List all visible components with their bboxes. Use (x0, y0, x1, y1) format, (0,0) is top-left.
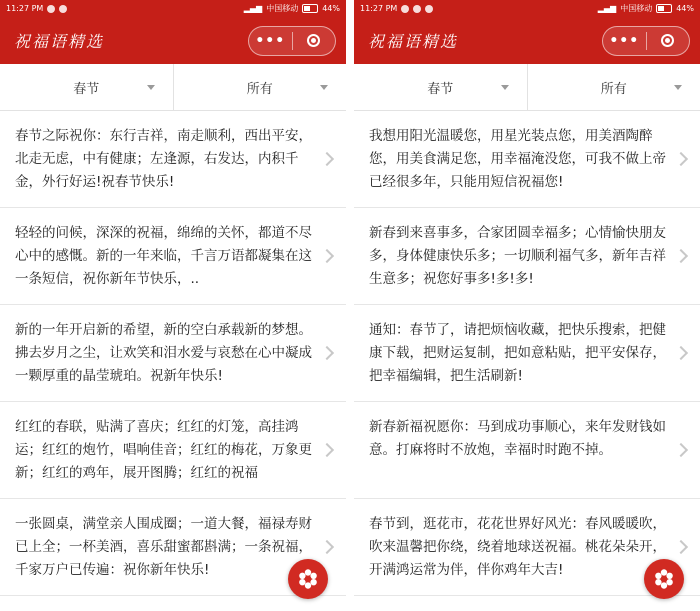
floating-flower-button[interactable] (644, 559, 684, 599)
status-bar (0, 0, 346, 17)
caret-down-icon (674, 85, 682, 90)
caret-down-icon (320, 85, 328, 90)
scope-filter-label: 所有 (600, 81, 627, 97)
status-time: 11:27 PM (6, 4, 44, 13)
chevron-right-icon (320, 346, 334, 360)
nav-bar (354, 17, 700, 64)
list-item[interactable] (0, 208, 346, 305)
chevron-right-icon (674, 540, 688, 554)
chevron-right-icon (674, 346, 688, 360)
chevron-right-icon (320, 152, 334, 166)
chevron-right-icon (320, 443, 334, 457)
list-item-text: 通知：春节了，请把烦恼收藏，把快乐搜索，把健康下载，把财运复制，把如意粘贴，把平安保存，把幸福编辑，把生活刷新! (369, 321, 666, 384)
list-item[interactable] (0, 111, 346, 208)
filter-bar (0, 64, 346, 111)
category-filter-label: 春节 (427, 81, 454, 97)
list-item[interactable] (354, 208, 700, 305)
screens-gap (346, 0, 354, 611)
target-ring-icon (307, 34, 320, 47)
battery-icon (656, 4, 672, 13)
caret-down-icon (501, 85, 509, 90)
app-title: 祝福语精选 (14, 32, 105, 51)
list-item-text: 春节之际祝你：东行吉祥，南走顺利，西出平安，北走无虑，中有健康；左逢源，右发达，内积千金，外行好运!祝春节快乐! (15, 127, 312, 190)
status-battery: 44% (322, 4, 340, 13)
signal-icon: ▂▄▆ (597, 4, 617, 13)
list-item[interactable] (354, 111, 700, 208)
app-notification-icon (425, 5, 433, 13)
close-miniprogram-button[interactable] (647, 27, 690, 55)
list-item[interactable] (0, 305, 346, 402)
more-options-button[interactable] (249, 27, 292, 55)
status-carrier: 中国移动 (266, 4, 299, 13)
miniprogram-capsule (248, 26, 336, 56)
chevron-right-icon (320, 249, 334, 263)
blessing-list (354, 111, 700, 611)
status-time: 11:27 PM (360, 4, 398, 13)
phone-screen-right (354, 0, 700, 611)
notification-icon (401, 5, 409, 13)
list-item-text: 春节到，逛花市，花花世界好风光：春风暖暖吹，吹来温馨把你绕，绕着地球送祝福。桃花朵朵开，开满鸿运常为伴，伴你鸡年大吉! (369, 515, 666, 578)
list-item[interactable] (0, 402, 346, 499)
category-filter[interactable] (0, 64, 173, 110)
list-item-text: 红红的春联，贴满了喜庆；红红的灯笼，高挂鸿运；红红的炮竹，唱响佳音；红红的梅花，万象更新；红红的鸡年，展开图腾；红红的祝福 (15, 418, 312, 481)
status-battery: 44% (676, 4, 694, 13)
list-item[interactable] (354, 305, 700, 402)
battery-icon (302, 4, 318, 13)
more-dots-icon: ••• (255, 32, 286, 49)
list-item-text: 轻轻的问候，深深的祝福，绵绵的关怀，都道不尽心中的感慨。新的一年来临，千言万语都凝集在这一条短信，祝你新年节快乐，.. (15, 224, 312, 287)
scope-filter[interactable] (527, 64, 700, 110)
filter-bar (354, 64, 700, 111)
list-item[interactable] (354, 402, 700, 499)
scope-filter-label: 所有 (246, 81, 273, 97)
floating-flower-button[interactable] (288, 559, 328, 599)
list-item-text: 新春新福祝愿你：马到成功事顺心，来年发财钱如意。打麻将时不放炮，幸福时时跑不掉。 (369, 418, 666, 458)
caret-down-icon (147, 85, 155, 90)
flower-icon (297, 568, 319, 590)
category-filter[interactable] (354, 64, 527, 110)
miniprogram-capsule (602, 26, 690, 56)
more-dots-icon: ••• (609, 32, 640, 49)
list-item-text: 我想用阳光温暖您，用星光装点您，用美酒陶醉您，用美食满足您，用幸福淹没您，可我不做上帝已经很多年，只能用短信祝福您! (369, 127, 666, 190)
phone-screen-left (0, 0, 346, 611)
status-carrier: 中国移动 (620, 4, 653, 13)
app-notification-icon (413, 5, 421, 13)
app-notification-icon (59, 5, 67, 13)
chevron-right-icon (674, 249, 688, 263)
list-item-text: 新春到来喜事多，合家团圆幸福多；心情愉快朋友多，身体健康快乐多；一切顺利福气多，新年吉祥生意多；祝您好事多!多!多! (369, 224, 666, 287)
blessing-list (0, 111, 346, 611)
more-options-button[interactable] (603, 27, 646, 55)
signal-icon: ▂▄▆ (243, 4, 263, 13)
scope-filter[interactable] (173, 64, 347, 110)
chevron-right-icon (674, 443, 688, 457)
close-miniprogram-button[interactable] (293, 27, 336, 55)
chevron-right-icon (320, 540, 334, 554)
app-title: 祝福语精选 (368, 32, 459, 51)
list-item-text: 一张圆桌，满堂亲人围成圈；一道大餐，福禄寿财已上全；一杯美酒，喜乐甜蜜都斟满；一条祝福，千家万户已传遍：祝你新年快乐! (15, 515, 312, 578)
chevron-right-icon (674, 152, 688, 166)
flower-icon (653, 568, 675, 590)
target-ring-icon (661, 34, 674, 47)
status-bar (354, 0, 700, 17)
notification-icon (47, 5, 55, 13)
category-filter-label: 春节 (73, 81, 100, 97)
list-item-text: 新的一年开启新的希望，新的空白承载新的梦想。拂去岁月之尘，让欢笑和泪水爱与哀愁在心中凝成一颗厚重的晶莹琥珀。祝新年快乐! (15, 321, 312, 384)
nav-bar (0, 17, 346, 64)
